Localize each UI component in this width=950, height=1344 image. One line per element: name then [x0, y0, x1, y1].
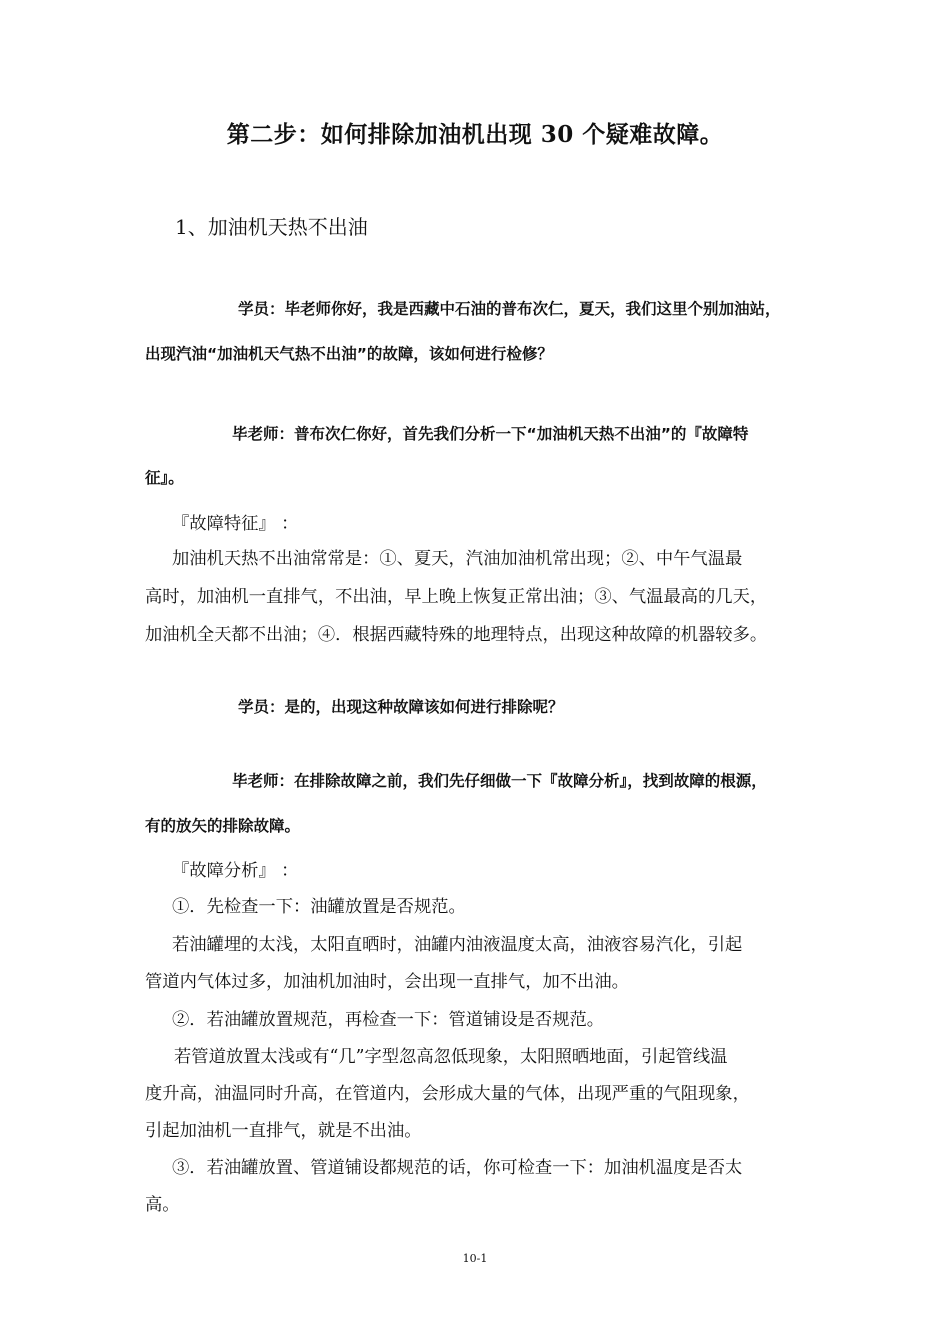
analysis-step-2-text-line-2: 度升高，油温同时升高，在管道内，会形成大量的气体，出现严重的气阻现象，: [145, 1084, 750, 1104]
feature-text-line-1: 加油机天热不出油常常是：①、夏天，汽油加油机常出现；②、中午气温最: [172, 549, 743, 569]
teacher-answer-2-line-2: 有的放矢的排除故障。: [145, 817, 301, 835]
feature-heading: 『故障特征』 ：: [172, 514, 299, 534]
teacher-answer-2-line-1: 毕老师：在排除故障之前，我们先仔细做一下『故障分析』，找到故障的根源，: [232, 772, 767, 790]
analysis-step-1: ①．先检查一下：油罐放置是否规范。: [172, 897, 466, 917]
analysis-step-3-line-1: ③．若油罐放置、管道铺设都规范的话，你可检查一下：加油机温度是否太: [172, 1158, 743, 1178]
analysis-step-3-line-2: 高。: [145, 1195, 180, 1215]
page-number: 10-1: [462, 1252, 488, 1265]
teacher-answer-line-2: 征』。: [145, 469, 184, 487]
student-question-2: 学员：是的，出现这种故障该如何进行排除呢？: [238, 698, 564, 716]
section-heading: 1、加油机天热不出油: [175, 215, 368, 239]
analysis-step-1-text-line-2: 管道内气体过多，加油机加油时，会出现一直排气，加不出油。: [145, 972, 629, 992]
analysis-step-1-text-line-1: 若油罐埋的太浅，太阳直晒时，油罐内油液温度太高，油液容易汽化，引起: [172, 935, 743, 955]
page-title: 第二步：如何排除加油机出现 30 个疑难故障。: [226, 121, 724, 148]
feature-text-line-3: 加油机全天都不出油；④．根据西藏特殊的地理特点，出现这种故障的机器较多。: [145, 625, 768, 645]
feature-text-line-2: 高时，加油机一直排气，不出油，早上晚上恢复正常出油；③、气温最高的几天，: [145, 587, 768, 607]
analysis-step-2: ②．若油罐放置规范，再检查一下：管道铺设是否规范。: [172, 1010, 605, 1030]
analysis-step-2-text-line-1: 若管道放置太浅或有“几”字型忽高忽低现象，太阳照晒地面，引起管线温: [174, 1047, 728, 1067]
student-question-line-2: 出现汽油“加油机天气热不出油”的故障，该如何进行检修？: [145, 345, 553, 363]
analysis-heading: 『故障分析』 ：: [172, 861, 299, 881]
analysis-step-2-text-line-3: 引起加油机一直排气，就是不出油。: [145, 1121, 422, 1141]
student-question-line-1: 学员：毕老师你好，我是西藏中石油的普布次仁，夏天，我们这里个别加油站，: [238, 300, 781, 318]
teacher-answer-line-1: 毕老师：普布次仁你好，首先我们分析一下“加油机天热不出油”的『故障特: [232, 425, 749, 443]
